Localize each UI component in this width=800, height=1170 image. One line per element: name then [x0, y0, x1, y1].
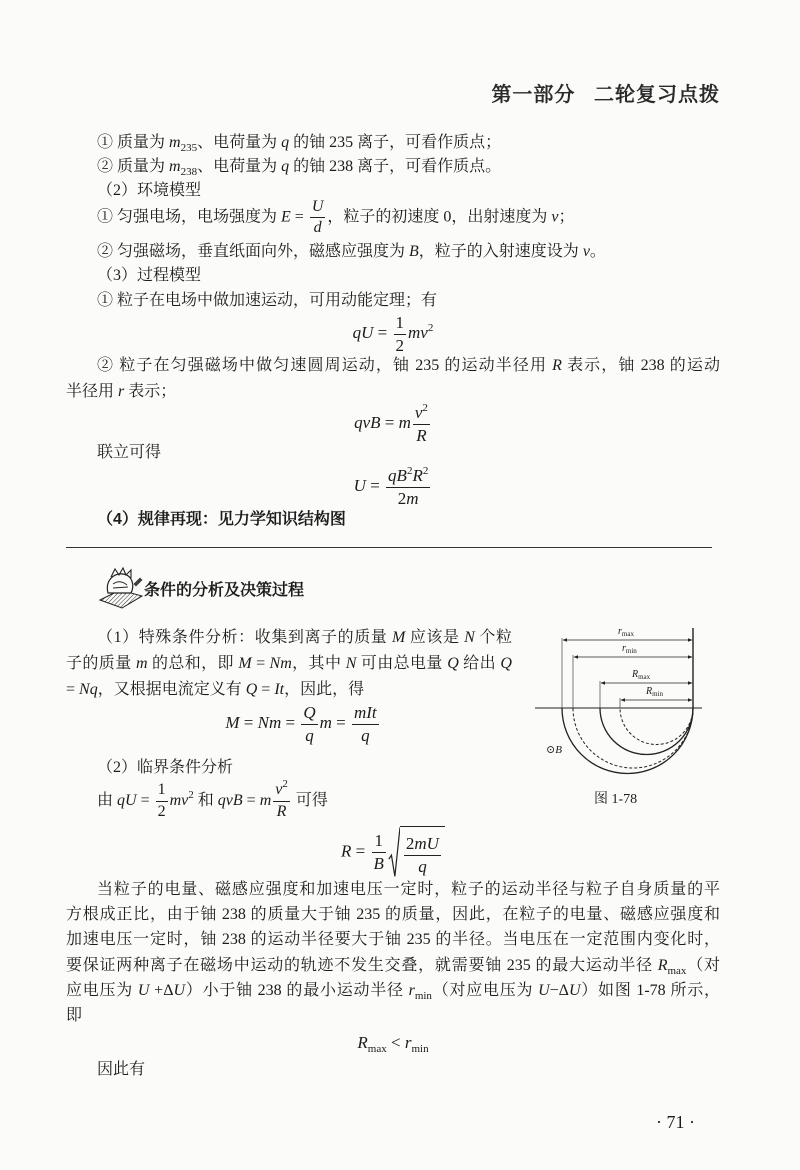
superscript: 2 [422, 465, 429, 478]
math-variable: R [657, 957, 668, 974]
text-run: 个粒 [474, 629, 512, 646]
math-variable: m [406, 488, 419, 508]
section-divider [66, 547, 712, 548]
R-min-trajectory [620, 708, 693, 745]
subscript: 235 [180, 142, 198, 154]
fraction-denominator [352, 725, 379, 746]
text-run: ① 匀强电场，电场强度为 [97, 208, 282, 226]
math-variable: m [136, 655, 148, 672]
math-variable: m [169, 158, 181, 175]
text-run: ，其中 [291, 655, 346, 672]
text-run: 1 [374, 831, 383, 851]
subscript: max [638, 673, 651, 681]
math-variable: mv [408, 323, 428, 342]
text-run: 2 [395, 335, 405, 355]
text-run: = [239, 713, 258, 732]
math-variable: v [582, 243, 590, 260]
text-run: （对 [686, 957, 720, 974]
math-variable: qvB [354, 413, 381, 432]
math-variable: It [274, 681, 285, 698]
text-run: = [136, 792, 154, 809]
magnetic-field-item [97, 240, 720, 264]
math-variable: Q [245, 681, 258, 698]
fraction [386, 466, 430, 508]
math-variable: N [345, 655, 357, 672]
process-model-heading: （3）过程模型 [97, 267, 202, 284]
fraction-numerator [352, 703, 379, 725]
text-run: 的铀 235 离子，可看作质点； [289, 134, 502, 151]
math-variable: mv [169, 792, 189, 809]
circular-motion-item-line1 [97, 354, 720, 378]
math-variable: m [398, 413, 411, 432]
math-variable: M [238, 655, 252, 672]
math-variable: M [391, 629, 406, 646]
fraction-denominator [156, 802, 168, 821]
text-run: 方根成正比，由于铀 238 的质量大于铀 235 的质量，因此，在粒子的电量、磁感应强度和 [66, 906, 720, 923]
environment-model-heading: （2）环境模型 [97, 182, 202, 199]
text-run: 的铀 238 离子，可看作质点。 [289, 158, 502, 175]
voltage-equation [66, 465, 720, 508]
text-run: 和 [193, 792, 218, 809]
fraction-numerator [386, 466, 430, 488]
analysis-line2 [66, 903, 720, 927]
r-max-label [618, 626, 634, 638]
text-run: ； [558, 208, 575, 226]
text-run: 1 [157, 781, 166, 799]
fraction-numerator [301, 703, 317, 725]
math-variable: r [404, 1033, 412, 1052]
math-variable: U [137, 982, 150, 999]
math-variable: R [412, 466, 423, 486]
r-min-label [622, 643, 637, 655]
fraction [372, 831, 386, 873]
fraction-denominator [386, 488, 430, 509]
math-variable: N [464, 629, 475, 646]
math-variable: qvB [217, 792, 243, 809]
text-run: 2 [405, 834, 415, 854]
text-run: = [380, 413, 399, 432]
fraction [404, 834, 441, 876]
combine-text: 联立可得 [97, 444, 162, 461]
analysis-line3 [66, 928, 720, 952]
subscript: min [625, 647, 637, 655]
text-run: = [281, 713, 300, 732]
text-run: ，又根据电流定义有 [97, 681, 246, 698]
uranium-235-item [97, 131, 720, 155]
math-variable: r [408, 982, 415, 999]
text-run: 由 [97, 792, 118, 809]
fraction [273, 778, 290, 821]
math-variable: qB [388, 466, 407, 486]
math-variable: B [373, 854, 384, 873]
R-min-label [646, 686, 663, 698]
math-variable: qU [117, 792, 137, 809]
text-run: ，因此，得 [284, 681, 365, 698]
text-run: 应电压为 [66, 982, 138, 999]
fraction-numerator [273, 778, 290, 801]
math-variable: v [275, 781, 283, 799]
math-variable: m [319, 713, 332, 732]
text-run: = [365, 476, 385, 495]
energy-equation [66, 313, 720, 355]
subscript: max [667, 965, 687, 977]
text-run: 表示； [124, 383, 177, 400]
text-run: 加速电压一定时，铀 238 的运动半径要大于铀 235 的半径。当电压在一定范围内变化时， [66, 931, 720, 948]
analysis-line1 [97, 878, 720, 902]
figure-trajectories [530, 620, 710, 790]
fraction-denominator [394, 335, 407, 356]
text-run: 子的质量 [66, 655, 136, 672]
math-variable: Nm [269, 655, 292, 672]
fraction [301, 703, 317, 745]
math-variable: R [341, 841, 352, 861]
text-run: 要保证两种离子在磁场中运动的轨迹不发生交叠，就需要铀 235 的最大运动半径 [66, 957, 658, 974]
math-variable: m [169, 134, 181, 151]
fraction-denominator [301, 725, 317, 746]
superscript: 2 [427, 322, 434, 334]
text-run: 2 [397, 488, 407, 508]
radius-equation [66, 826, 720, 879]
math-variable: R [646, 686, 653, 697]
fraction-denominator [404, 856, 441, 877]
text-run: = [373, 323, 392, 342]
subscript: 238 [180, 166, 198, 178]
r-min-trajectory [573, 708, 693, 768]
math-variable: m [259, 792, 272, 809]
uranium-238-item [97, 155, 720, 179]
R-max-label [632, 669, 650, 681]
subscript: max [367, 1043, 387, 1055]
math-variable: Nm [257, 713, 282, 732]
subscript: max [621, 630, 634, 638]
r-max-trajectory [562, 708, 693, 774]
square-root [388, 826, 445, 879]
fraction-denominator [372, 853, 386, 874]
math-variable: q [361, 725, 370, 745]
math-variable: r [618, 626, 622, 637]
therefore-text: 即 [66, 1007, 83, 1024]
special-condition-line3 [66, 678, 512, 702]
fraction [310, 198, 326, 238]
math-variable: U [353, 476, 366, 495]
magnetic-field-symbol [546, 744, 562, 756]
math-variable: Q [303, 703, 316, 723]
superscript: 2 [406, 465, 413, 478]
text-run: （对应电压为 [431, 982, 539, 999]
math-variable: Q [500, 655, 512, 672]
text-run: ② 粒子在匀强磁场中做匀速圆周运动，铀 235 的运动半径用 [97, 357, 553, 374]
text-run: +Δ [149, 982, 174, 999]
fraction-numerator [413, 403, 430, 425]
fraction-numerator [372, 831, 386, 853]
text-run: 1 [395, 313, 405, 333]
figure-caption: 图 1-78 [594, 792, 638, 807]
section-icon [98, 566, 144, 610]
section-title: 条件的分析及决策过程 [144, 582, 305, 599]
text-run: 半径用 [66, 383, 119, 400]
radius-comparison [66, 1029, 720, 1057]
analysis-line5 [66, 979, 720, 1003]
math-variable: R [416, 425, 427, 445]
text-run: ，粒子的初速度 0，出射速度为 [327, 208, 552, 226]
text-run: ）如图 1-78 所示， [580, 982, 720, 999]
math-variable: r [118, 383, 125, 400]
math-variable: E [281, 208, 291, 226]
superscript: 2 [422, 402, 428, 415]
math-variable: R [552, 357, 562, 374]
fraction [413, 403, 430, 445]
text-run: 、电荷量为 [197, 134, 282, 151]
text-run: 。 [589, 243, 606, 260]
text-run: ⊙ [546, 744, 556, 756]
mass-equation [80, 702, 526, 745]
math-variable: R [357, 1033, 368, 1052]
page-number: · 71 · [656, 1112, 695, 1132]
text-run: = [351, 841, 370, 861]
text-run: = [251, 655, 270, 672]
text-run: = [242, 792, 260, 809]
analysis-line4 [66, 954, 720, 978]
math-variable: mU [414, 834, 439, 854]
subscript: min [411, 1043, 429, 1055]
math-variable: q [281, 158, 290, 175]
math-variable: U [538, 982, 550, 999]
electric-field-item [97, 198, 720, 238]
math-variable: r [622, 643, 626, 654]
text-run: 可得 [291, 792, 328, 809]
text-run: 、电荷量为 [197, 158, 282, 175]
text-run: ② 质量为 [97, 158, 170, 175]
math-variable: U [173, 982, 186, 999]
math-variable: d [313, 219, 322, 237]
math-variable: q [281, 134, 290, 151]
fraction [352, 703, 379, 745]
circular-motion-item-line2 [66, 380, 720, 404]
force-equation [66, 403, 720, 445]
text-run: ② 匀强磁场，垂直纸面向外，磁感应强度为 [97, 243, 410, 260]
text-run: ，粒子的入射速度设为 [418, 243, 583, 260]
acceleration-item: ① 粒子在电场中做加速运动，可用动能定理；有 [97, 292, 438, 309]
special-condition-line2 [66, 652, 512, 676]
text-run: 应该是 [405, 629, 465, 646]
fraction-denominator [310, 218, 326, 237]
subscript: min [652, 690, 663, 698]
superscript: 2 [282, 778, 288, 791]
math-variable: U [568, 982, 581, 999]
math-variable: B [555, 744, 562, 756]
text-run: 可由总电量 [356, 655, 448, 672]
text-run: = [66, 681, 80, 698]
math-variable: q [418, 856, 427, 876]
text-run: −Δ [549, 982, 569, 999]
text-run: 的总和，即 [147, 655, 239, 672]
fraction-numerator [394, 313, 407, 335]
math-variable: U [311, 198, 324, 215]
subscript: min [414, 990, 432, 1002]
text-run: 2 [157, 802, 166, 820]
math-variable: v [414, 403, 423, 423]
math-variable: mIt [353, 703, 377, 723]
math-variable: R [276, 802, 287, 820]
text-run: （1）特殊条件分析：收集到离子的质量 [97, 629, 392, 646]
text-run: 当粒子的电量、磁感应强度和加速电压一定时，粒子的运动半径与粒子自身质量的平 [97, 881, 720, 898]
text-run: ① 质量为 [97, 134, 170, 151]
math-variable: R [632, 669, 639, 680]
fraction [394, 313, 407, 355]
math-variable: Q [447, 655, 459, 672]
special-condition-line1 [97, 626, 512, 650]
math-variable: M [225, 713, 240, 732]
text-run: ）小于铀 238 的最小运动半径 [185, 982, 409, 999]
rule-review-heading: （4）规律再现：见力学知识结构图 [97, 511, 346, 528]
math-variable: B [409, 243, 419, 260]
running-header: 第一部分 二轮复习点拨 [491, 84, 720, 106]
radicand [400, 826, 445, 879]
radical-sign [388, 826, 400, 879]
text-run: = [257, 681, 275, 698]
fraction-numerator [156, 781, 168, 801]
math-variable: qU [352, 323, 374, 342]
trajectory-diagram [530, 620, 710, 790]
superscript: 2 [188, 789, 194, 801]
text-run: = [290, 208, 308, 226]
math-variable: Nq [79, 681, 98, 698]
fraction-denominator [273, 802, 290, 821]
text-run: < [386, 1033, 405, 1052]
conclusion-text: 因此有 [97, 1061, 146, 1078]
critical-condition-heading: （2）临界条件分析 [97, 759, 234, 776]
fraction-numerator [404, 834, 441, 856]
math-variable: v [551, 208, 559, 226]
text-run: = [331, 713, 350, 732]
math-variable: q [305, 725, 314, 745]
text-run: 表示，铀 238 的运动 [561, 357, 720, 374]
fraction [156, 781, 168, 821]
fraction-numerator [310, 198, 326, 218]
text-run: 给出 [458, 655, 501, 672]
